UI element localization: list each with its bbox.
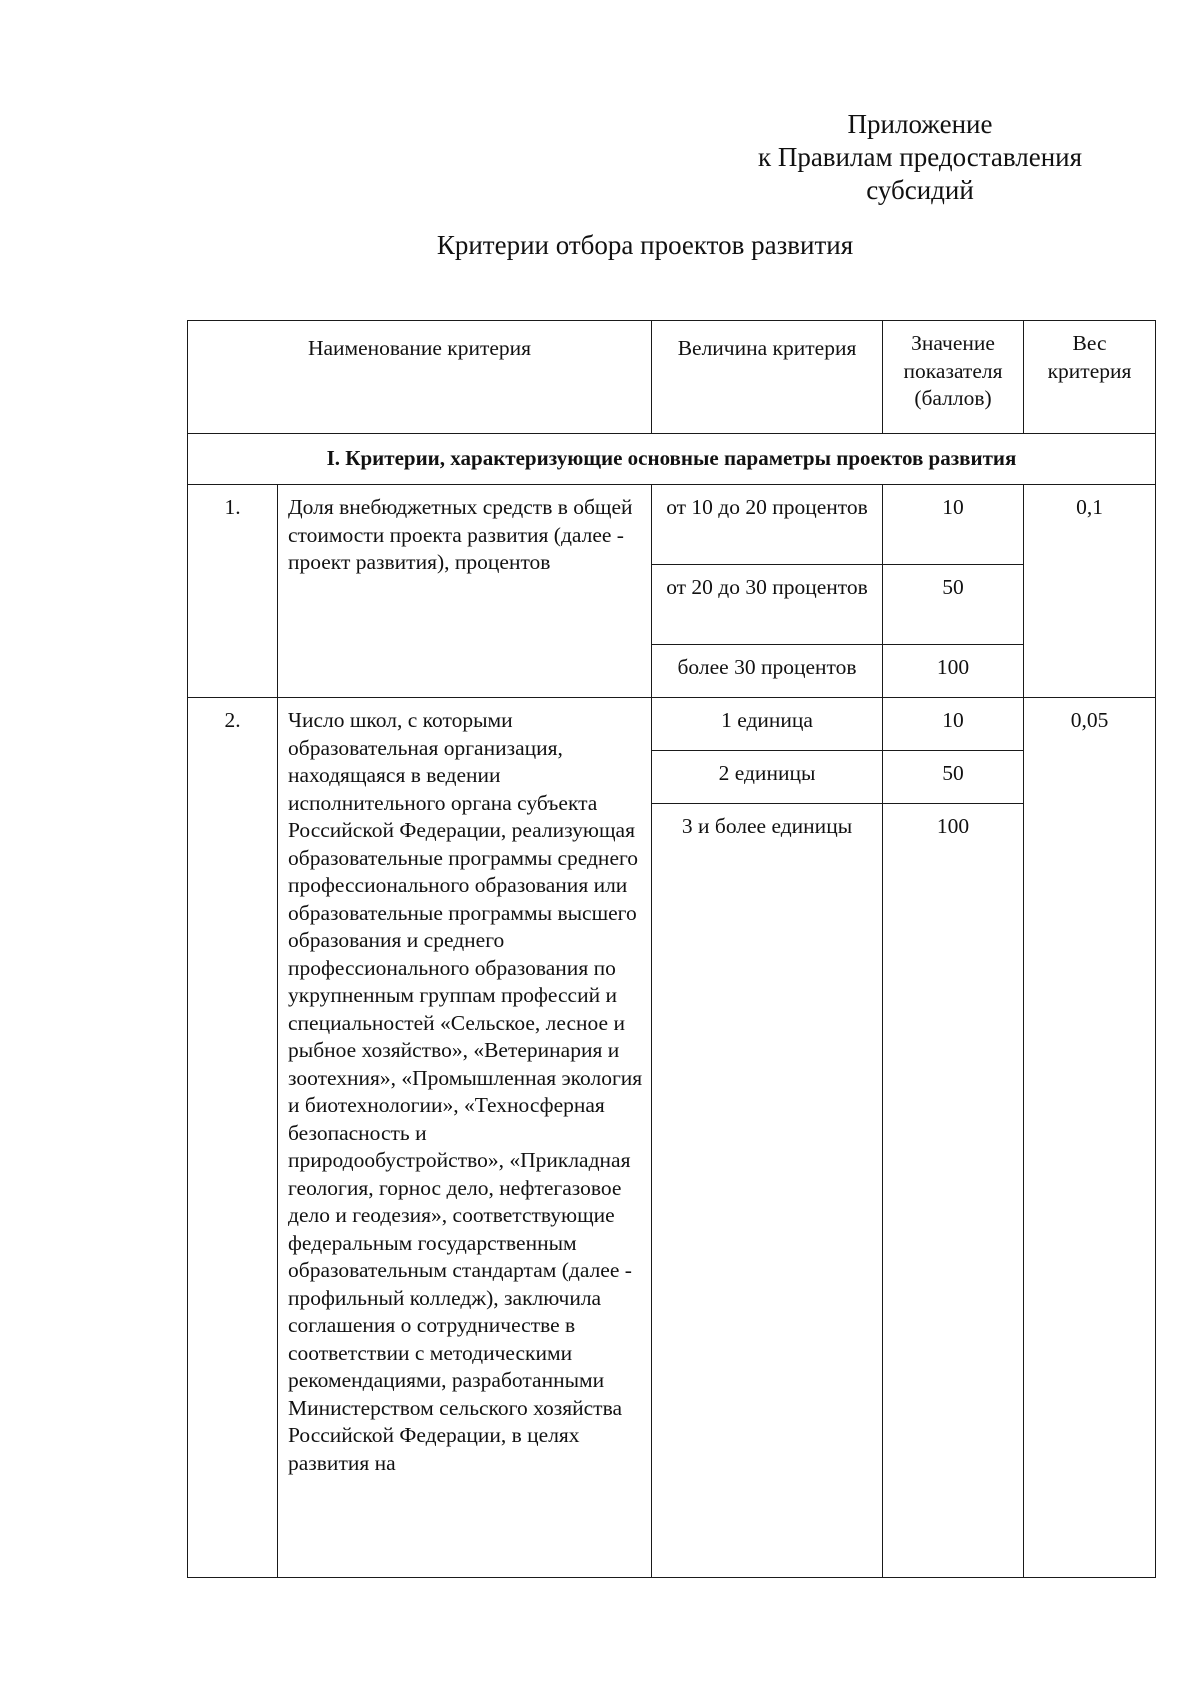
appendix-line-2: к Правилам предоставления: [757, 142, 1083, 172]
criterion-weight: 0,1: [1024, 485, 1156, 698]
criterion-size: 3 и более единицы: [652, 804, 883, 1578]
criteria-table: [187, 320, 1156, 1578]
appendix-header: [720, 108, 1120, 207]
appendix-line-3: субсидий: [866, 175, 974, 205]
appendix-line-1: Приложение: [847, 109, 993, 139]
indicator-value: 50: [883, 751, 1024, 804]
indicator-value: 100: [883, 804, 1024, 1578]
criterion-weight: 0,05: [1024, 698, 1156, 1578]
section-row: [188, 434, 1156, 485]
criterion-name: Доля внебюджетных средств в общей стоимости проекта развития (далее - проект развития), процентов: [278, 485, 652, 698]
indicator-value: 50: [883, 565, 1024, 645]
table-header-row: [188, 321, 1156, 434]
row-number: 1.: [188, 485, 278, 698]
criterion-size: 1 единица: [652, 698, 883, 751]
indicator-value: 10: [883, 698, 1024, 751]
table-row: [188, 698, 1156, 751]
table-row: [188, 485, 1156, 565]
criterion-size: от 20 до 30 процентов: [652, 565, 883, 645]
header-criterion-weight: Вес критерия: [1024, 321, 1156, 434]
header-criterion-name: Наименование критерия: [188, 321, 652, 434]
document-title: Критерии отбора проектов развития: [436, 230, 854, 260]
indicator-value: 10: [883, 485, 1024, 565]
criterion-size: от 10 до 20 процентов: [652, 485, 883, 565]
criterion-size: 2 единицы: [652, 751, 883, 804]
indicator-value: 100: [883, 645, 1024, 698]
criterion-name: Число школ, с которыми образовательная организация, находящаяся в ведении исполнительного органа субъекта Российской Федерации, реализующая образовательные программы среднего профессионального образования или образовательные программы высшего образования и среднего профессионального образования по укрупненным группам профессий и специальностей «Сельское, лесное и рыбное хозяйство», «Ветеринария и зоотехния», «Промышленная экология и биотехнологии», «Техносферная безопасность и природообустройство», «Прикладная геология, горнос дело, нефтегазовое дело и геодезия», соответствующие федеральным государственным образовательным стандартам (далее - профильный колледж), заключила соглашения о сотрудничестве в соответствии с методическими рекомендациями, разработанными Министерством сельского хозяйства Российской Федерации, в целях развития на: [278, 698, 652, 1578]
section-title: I. Критерии, характеризующие основные параметры проектов развития: [188, 434, 1156, 485]
criterion-size: более 30 процентов: [652, 645, 883, 698]
header-indicator-value: Значение показателя (баллов): [883, 321, 1024, 434]
header-criterion-size: Величина критерия: [652, 321, 883, 434]
row-number: 2.: [188, 698, 278, 1578]
